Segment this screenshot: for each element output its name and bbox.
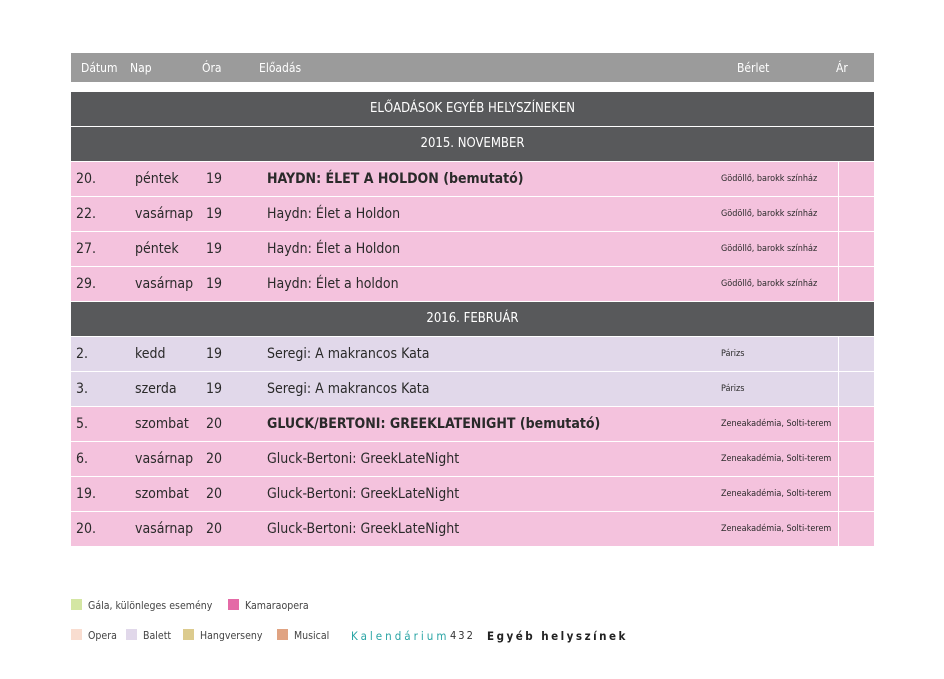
price-divider [838,477,839,511]
legend-label: Balett [143,630,172,642]
row-venue: Gödöllő, barokk színház [721,174,818,184]
row-title: Gluck-Bertoni: GreekLateNight [267,486,460,502]
row-venue: Gödöllő, barokk színház [721,279,818,289]
legend-label: Gála, különleges esemény [88,600,213,612]
header-date: Dátum [81,61,118,75]
header-performance: Előadás [259,61,302,75]
table-header [71,53,874,82]
row-date: 19. [76,486,97,502]
row-hour: 20 [206,416,223,432]
row-date: 2. [76,346,89,362]
legend-gala [71,599,212,612]
row-hour: 19 [206,206,223,222]
legend-label: Hangverseny [200,630,263,642]
row-hour: 19 [206,276,223,292]
row-title: Seregi: A makrancos Kata [267,346,430,362]
table-row [71,232,874,267]
footer-chapter: Egyéb helyszínek [487,629,628,643]
price-divider [838,407,839,441]
row-title: Gluck-Bertoni: GreekLateNight [267,451,460,467]
month-heading-2: 2016. FEBRUÁR [71,302,874,337]
row-venue: Gödöllő, barokk színház [721,244,818,254]
row-day: vasárnap [135,206,194,222]
legend-chamber [228,599,309,612]
price-divider [838,232,839,266]
row-hour: 20 [206,486,223,502]
row-hour: 19 [206,171,223,187]
table-row [71,267,874,302]
row-day: vasárnap [135,451,194,467]
price-divider [838,162,839,196]
row-hour: 19 [206,346,223,362]
table-row [71,442,874,477]
row-date: 20. [76,171,97,187]
page-number: 432 [450,629,475,642]
row-venue: Zeneakadémia, Solti-terem [721,419,832,429]
row-day: kedd [135,346,166,362]
row-day: vasárnap [135,521,194,537]
table-row [71,372,874,407]
row-title: Gluck-Bertoni: GreekLateNight [267,521,460,537]
header-hour: Óra [202,61,222,75]
legend-label: Musical [294,630,330,642]
legend-swatch-musical [277,629,288,640]
row-venue: Zeneakadémia, Solti-terem [721,524,832,534]
row-hour: 19 [206,381,223,397]
legend-swatch-concert [183,629,194,640]
row-title: Seregi: A makrancos Kata [267,381,430,397]
header-subscription: Bérlet [737,61,770,75]
row-day: szombat [135,416,189,432]
footer-section: Kalendárium [351,629,450,643]
table-row [71,512,874,547]
header-price: Ár [836,61,848,75]
legend-swatch-ballet [126,629,137,640]
price-divider [838,372,839,406]
row-hour: 19 [206,241,223,257]
legend-swatch-chamber [228,599,239,610]
row-date: 27. [76,241,97,257]
row-date: 5. [76,416,89,432]
row-date: 3. [76,381,89,397]
price-divider [838,337,839,371]
row-date: 6. [76,451,89,467]
row-date: 20. [76,521,97,537]
row-date: 29. [76,276,97,292]
row-day: szombat [135,486,189,502]
legend-swatch-opera [71,629,82,640]
row-title: Haydn: Élet a Holdon [267,241,401,257]
row-day: vasárnap [135,276,194,292]
row-day: szerda [135,381,177,397]
row-title: GLUCK/BERTONI: GREEKLATENIGHT (bemutató) [267,416,601,432]
legend-label: Kamaraopera [245,600,309,612]
row-day: péntek [135,171,179,187]
legend-ballet [126,629,171,642]
row-title: HAYDN: ÉLET A HOLDON (bemutató) [267,171,524,187]
month-heading-1: 2015. NOVEMBER [71,127,874,162]
table-row [71,407,874,442]
row-hour: 20 [206,451,223,467]
row-venue: Gödöllő, barokk színház [721,209,818,219]
legend-musical [277,629,329,642]
table-row [71,337,874,372]
header-day: Nap [130,61,152,75]
price-divider [838,512,839,546]
legend-opera [71,629,117,642]
row-day: péntek [135,241,179,257]
legend-swatch-gala [71,599,82,610]
table-row [71,477,874,512]
row-hour: 20 [206,521,223,537]
legend-label: Opera [88,630,117,642]
row-venue: Zeneakadémia, Solti-terem [721,489,832,499]
section-title: ELŐADÁSOK EGYÉB HELYSZÍNEKEN [71,92,874,127]
legend-concert [183,629,262,642]
row-venue: Zeneakadémia, Solti-terem [721,454,832,464]
price-divider [838,267,839,301]
row-title: Haydn: Élet a Holdon [267,206,401,222]
price-divider [838,442,839,476]
row-venue: Párizs [721,384,745,394]
row-title: Haydn: Élet a holdon [267,276,399,292]
schedule-table [71,92,874,547]
price-divider [838,197,839,231]
table-row [71,197,874,232]
row-date: 22. [76,206,97,222]
row-venue: Párizs [721,349,745,359]
table-row [71,162,874,197]
